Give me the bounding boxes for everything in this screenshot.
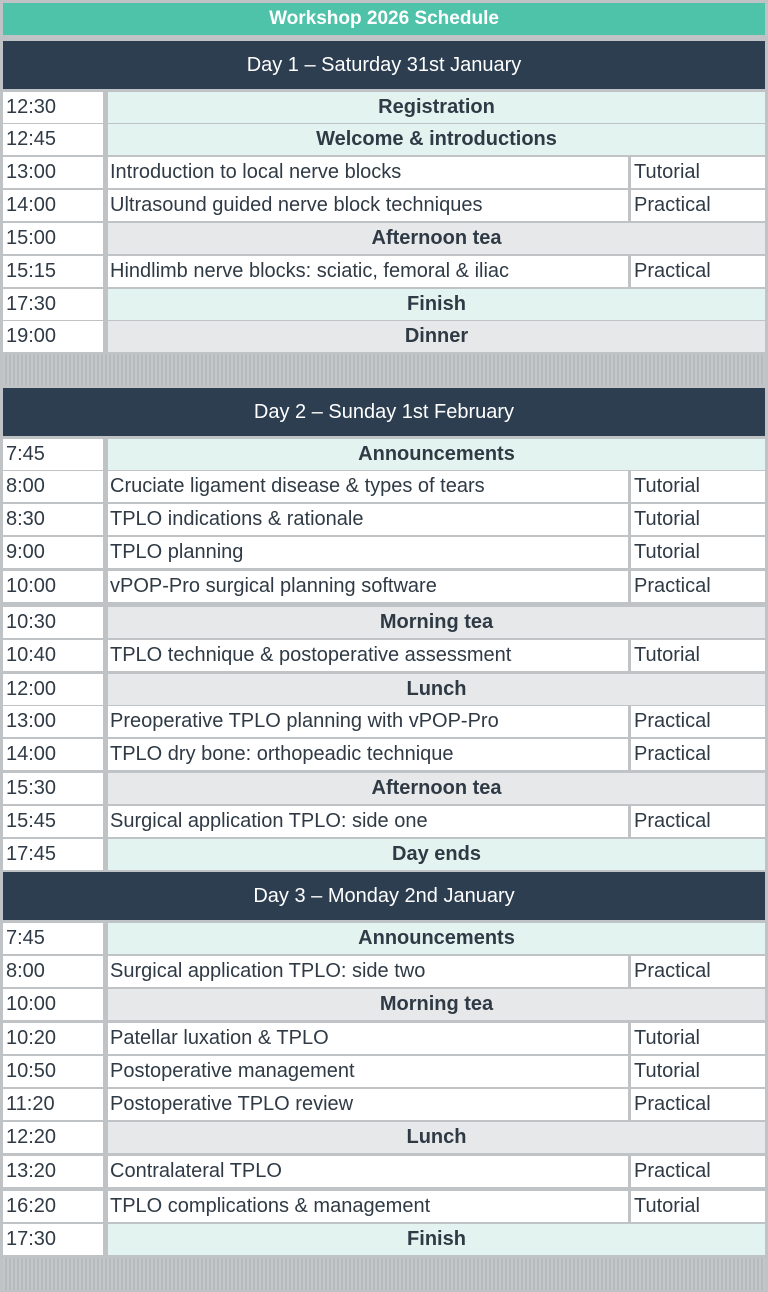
session-title: Ultrasound guided nerve block techniques bbox=[108, 190, 628, 221]
session-title: TPLO complications & management bbox=[108, 1191, 628, 1222]
session-title: vPOP-Pro surgical planning software bbox=[108, 571, 628, 602]
session-title: Surgical application TPLO: side two bbox=[108, 956, 628, 987]
day-separator bbox=[3, 1258, 765, 1290]
break-label: Registration bbox=[108, 92, 765, 123]
session-time: 10:50 bbox=[3, 1056, 103, 1087]
session-type: Tutorial bbox=[631, 1023, 765, 1054]
session-time: 7:45 bbox=[3, 923, 103, 954]
day-separator bbox=[3, 355, 765, 385]
break-label: Lunch bbox=[108, 674, 765, 705]
session-type: Practical bbox=[631, 739, 765, 770]
session-type: Practical bbox=[631, 256, 765, 287]
session-title: Introduction to local nerve blocks bbox=[108, 157, 628, 188]
session-time: 12:20 bbox=[3, 1122, 103, 1153]
session-time: 13:00 bbox=[3, 706, 103, 737]
schedule-row bbox=[0, 607, 768, 638]
schedule-row bbox=[0, 289, 768, 320]
session-time: 8:00 bbox=[3, 956, 103, 987]
schedule-row bbox=[0, 806, 768, 837]
schedule-row bbox=[0, 504, 768, 535]
schedule-row bbox=[0, 1023, 768, 1054]
break-label: Finish bbox=[108, 289, 765, 320]
schedule-row bbox=[0, 1191, 768, 1222]
session-time: 19:00 bbox=[3, 321, 103, 352]
session-time: 13:00 bbox=[3, 157, 103, 188]
session-time: 16:20 bbox=[3, 1191, 103, 1222]
session-time: 12:30 bbox=[3, 92, 103, 123]
schedule-row bbox=[0, 1089, 768, 1120]
schedule-row bbox=[0, 321, 768, 352]
schedule-row bbox=[0, 989, 768, 1020]
session-type: Practical bbox=[631, 706, 765, 737]
session-title: Postoperative management bbox=[108, 1056, 628, 1087]
schedule-row bbox=[0, 471, 768, 502]
session-time: 15:15 bbox=[3, 256, 103, 287]
session-type: Tutorial bbox=[631, 640, 765, 671]
session-time: 10:00 bbox=[3, 571, 103, 602]
schedule-row bbox=[0, 537, 768, 568]
break-label: Dinner bbox=[108, 321, 765, 352]
break-label: Afternoon tea bbox=[108, 223, 765, 254]
session-title: TPLO planning bbox=[108, 537, 628, 568]
session-type: Tutorial bbox=[631, 471, 765, 502]
schedule-row bbox=[0, 1122, 768, 1153]
session-time: 9:00 bbox=[3, 537, 103, 568]
session-time: 10:00 bbox=[3, 989, 103, 1020]
session-time: 10:40 bbox=[3, 640, 103, 671]
session-title: Patellar luxation & TPLO bbox=[108, 1023, 628, 1054]
session-type: Tutorial bbox=[631, 1191, 765, 1222]
session-title: Postoperative TPLO review bbox=[108, 1089, 628, 1120]
session-time: 13:20 bbox=[3, 1156, 103, 1187]
schedule-row bbox=[0, 739, 768, 770]
break-label: Lunch bbox=[108, 1122, 765, 1153]
day-1-heading: Day 1 – Saturday 31st January bbox=[3, 41, 765, 89]
schedule-row bbox=[0, 640, 768, 671]
session-title: Hindlimb nerve blocks: sciatic, femoral & iliac bbox=[108, 256, 628, 287]
session-title: TPLO technique & postoperative assessment bbox=[108, 640, 628, 671]
schedule-row bbox=[0, 773, 768, 804]
session-type: Tutorial bbox=[631, 504, 765, 535]
session-type: Practical bbox=[631, 1156, 765, 1187]
session-type: Practical bbox=[631, 1089, 765, 1120]
break-label: Morning tea bbox=[108, 607, 765, 638]
day-2-heading: Day 2 – Sunday 1st February bbox=[3, 388, 765, 436]
break-label: Day ends bbox=[108, 839, 765, 870]
session-title: Cruciate ligament disease & types of tears bbox=[108, 471, 628, 502]
session-time: 12:45 bbox=[3, 124, 103, 155]
session-type: Tutorial bbox=[631, 157, 765, 188]
schedule-row bbox=[0, 706, 768, 737]
session-type: Tutorial bbox=[631, 1056, 765, 1087]
schedule-row bbox=[0, 1056, 768, 1087]
break-label: Welcome & introductions bbox=[108, 124, 765, 155]
session-time: 8:30 bbox=[3, 504, 103, 535]
schedule-row bbox=[0, 190, 768, 221]
schedule-row bbox=[0, 923, 768, 954]
session-title: TPLO dry bone: orthopeadic technique bbox=[108, 739, 628, 770]
break-label: Finish bbox=[108, 1224, 765, 1255]
schedule-row bbox=[0, 571, 768, 602]
session-title: Preoperative TPLO planning with vPOP-Pro bbox=[108, 706, 628, 737]
schedule-row bbox=[0, 124, 768, 155]
schedule-row bbox=[0, 223, 768, 254]
session-time: 15:45 bbox=[3, 806, 103, 837]
session-time: 15:00 bbox=[3, 223, 103, 254]
break-label: Morning tea bbox=[108, 989, 765, 1020]
session-time: 11:20 bbox=[3, 1089, 103, 1120]
session-time: 17:30 bbox=[3, 289, 103, 320]
session-type: Tutorial bbox=[631, 537, 765, 568]
schedule-row bbox=[0, 92, 768, 123]
schedule-row bbox=[0, 1224, 768, 1255]
page-title: Workshop 2026 Schedule bbox=[3, 3, 765, 35]
session-time: 10:20 bbox=[3, 1023, 103, 1054]
day-3-heading: Day 3 – Monday 2nd January bbox=[3, 872, 765, 920]
session-time: 10:30 bbox=[3, 607, 103, 638]
schedule-row bbox=[0, 839, 768, 870]
schedule-row bbox=[0, 1156, 768, 1187]
session-title: TPLO indications & rationale bbox=[108, 504, 628, 535]
session-time: 15:30 bbox=[3, 773, 103, 804]
session-type: Practical bbox=[631, 806, 765, 837]
session-title: Surgical application TPLO: side one bbox=[108, 806, 628, 837]
session-time: 12:00 bbox=[3, 674, 103, 705]
schedule-row bbox=[0, 256, 768, 287]
session-time: 7:45 bbox=[3, 439, 103, 470]
session-time: 14:00 bbox=[3, 739, 103, 770]
break-label: Afternoon tea bbox=[108, 773, 765, 804]
session-type: Practical bbox=[631, 956, 765, 987]
session-type: Practical bbox=[631, 190, 765, 221]
session-time: 17:30 bbox=[3, 1224, 103, 1255]
session-title: Contralateral TPLO bbox=[108, 1156, 628, 1187]
session-time: 17:45 bbox=[3, 839, 103, 870]
session-type: Practical bbox=[631, 571, 765, 602]
schedule-row bbox=[0, 439, 768, 470]
schedule-row bbox=[0, 956, 768, 987]
session-time: 14:00 bbox=[3, 190, 103, 221]
session-time: 8:00 bbox=[3, 471, 103, 502]
schedule-row bbox=[0, 674, 768, 705]
break-label: Announcements bbox=[108, 923, 765, 954]
schedule-row bbox=[0, 157, 768, 188]
break-label: Announcements bbox=[108, 439, 765, 470]
